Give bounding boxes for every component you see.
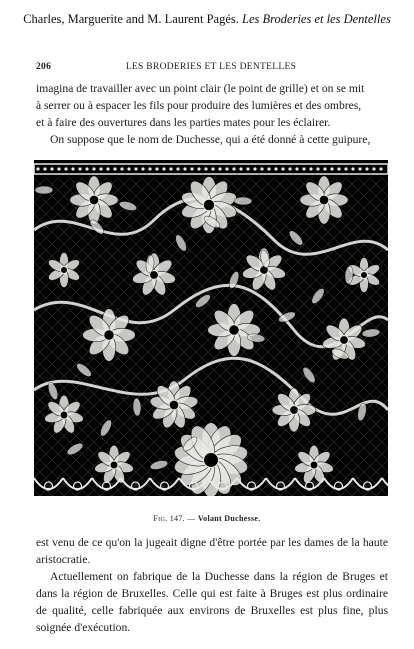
lace-illustration <box>34 160 388 496</box>
lace-figure-image <box>34 160 388 496</box>
paragraph-1-line-1: imagina de travailler avec un point clair (le point de grille) et on se mit <box>36 82 365 95</box>
citation-book-title: Les Broderies et les Dentelles <box>242 12 391 26</box>
paragraph-1-line-2: à serrer ou à espacer les fils pour produire des lumières et des ombres, <box>36 99 362 112</box>
paragraph-3: Actuellement on fabrique de la Duchesse dans la région de Bruges et dans la région de Bruxelles. Celle qui est faite à Bruges est plus ordinaire de qualité, celle fabriquée aux environs de Bruxelles est plus fine, plus soignée d'exécution. <box>36 570 388 634</box>
figure-title: Volant Duchesse. <box>197 514 261 523</box>
paragraph-2-start: On suppose que le nom de Duchesse, qui a été donné à cette guipure, <box>50 133 371 146</box>
citation-header <box>0 12 414 27</box>
citation-authors: Charles, Marguerite and M. Laurent Pagés. <box>23 12 239 26</box>
running-title: LES BRODERIES ET LES DENTELLES <box>125 62 297 72</box>
paragraph-1 <box>36 80 388 148</box>
figure-label: Fig. 147. — <box>153 514 196 523</box>
paragraph-1-line-3: et à faire des ouvertures dans les parties mates pour les éclairer. <box>36 116 331 129</box>
page-number: 206 <box>36 62 52 72</box>
figure-caption <box>0 514 414 523</box>
paragraph-2-continued: est venu de ce qu'on la jugeait digne d'être portée par les dames de la haute aristocratie. <box>36 536 388 566</box>
